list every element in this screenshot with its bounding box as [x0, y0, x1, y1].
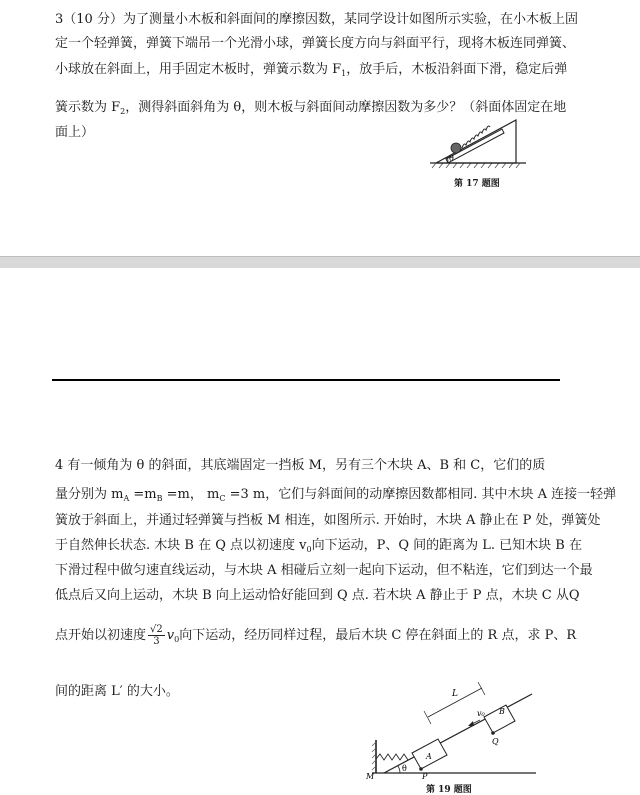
- spring: [376, 754, 408, 760]
- angle-arc: [398, 766, 400, 773]
- incline: [436, 120, 516, 163]
- q3-line-5: 面上）: [55, 125, 95, 140]
- page-1: [0, 0, 640, 256]
- q4-line-7: 点开始以初速度 $\frac{√2}{3}$ $v_0$向下运动，经历同样过程，最后木块 C 停在斜面上的 R 点，求 P、R: [55, 624, 577, 647]
- q3-figure-caption: 第 17 题图: [454, 179, 500, 189]
- label-m: M: [366, 772, 375, 781]
- point-p: [419, 767, 423, 771]
- label-theta: θ: [402, 764, 407, 773]
- q4-line-2: 量分别为 $m_A =m_B =m$， $m_C =3$ m，它们与斜面间的动摩擦因数都相同. 其中木块 A 连接一轻弹: [55, 487, 617, 503]
- q4-line-4: 于自然伸长状态. 木块 B 在 Q 点以初速度 $v_0$向下运动，P、Q 间的距离为 L. 已知木块 B 在: [55, 538, 582, 554]
- incline-spring-figure: [428, 112, 528, 170]
- theta-label: θ: [449, 154, 454, 163]
- q3-line-2: 定一个轻弹簧，弹簧下端吊一个光滑小球，弹簧长度方向与斜面平行，现将木板连同弹簧、: [55, 36, 576, 51]
- q4-line-3: 簧放于斜面上，并通过轻弹簧与挡板 M 相连，如图所示. 开始时，木块 A 静止在 P 处，弹簧处: [55, 513, 601, 528]
- label-b: B: [499, 707, 505, 716]
- label-l: L: [452, 689, 458, 699]
- point-q: [491, 731, 495, 735]
- q4-line-8: 间的距离 L′ 的大小。: [55, 684, 179, 699]
- horizontal-rule: [52, 379, 560, 381]
- q4-line-5: 下滑过程中做匀速直线运动，与木块 A 相碰后立刻一起向下运动，但不粘连，它们到达一个最: [55, 563, 593, 578]
- incline-surface: [384, 694, 532, 773]
- q3-line-4: 簧示数为 $F_2$，测得斜面斜角为 θ，则木板与斜面间动摩擦因数为多少？（斜面体固定在地: [55, 100, 567, 116]
- q3-line-1: 3（10 分）为了测量小木板和斜面间的摩擦因数，某同学设计如图所示实验，在小木板上固: [55, 12, 578, 27]
- incline-blocks-figure: [364, 676, 544, 781]
- q4-line-1: 4 有一倾角为 θ 的斜面，其底端固定一挡板 M，另有三个木块 A、B 和 C，它们的质: [55, 458, 546, 473]
- ball: [451, 143, 461, 153]
- sqrt2-over-3-fraction: $\frac{√2}{3}$: [150, 624, 163, 647]
- label-v0: v₀: [477, 709, 485, 718]
- page-2: [0, 268, 640, 794]
- q4-line-6: 低点后又向上运动，木块 B 向上运动恰好能回到 Q 点. 若木块 A 静止于 P 点，木块 C 从Q: [55, 588, 580, 603]
- q3-line-3: 小球放在斜面上，用手固定木板时，弹簧示数为 $F_1$，放手后，木板沿斜面下滑，稳定后弹: [55, 62, 568, 78]
- label-q: Q: [492, 737, 499, 746]
- label-p: P: [422, 772, 428, 781]
- label-a: A: [426, 752, 432, 761]
- q4-figure-caption: 第 19 题图: [426, 785, 472, 795]
